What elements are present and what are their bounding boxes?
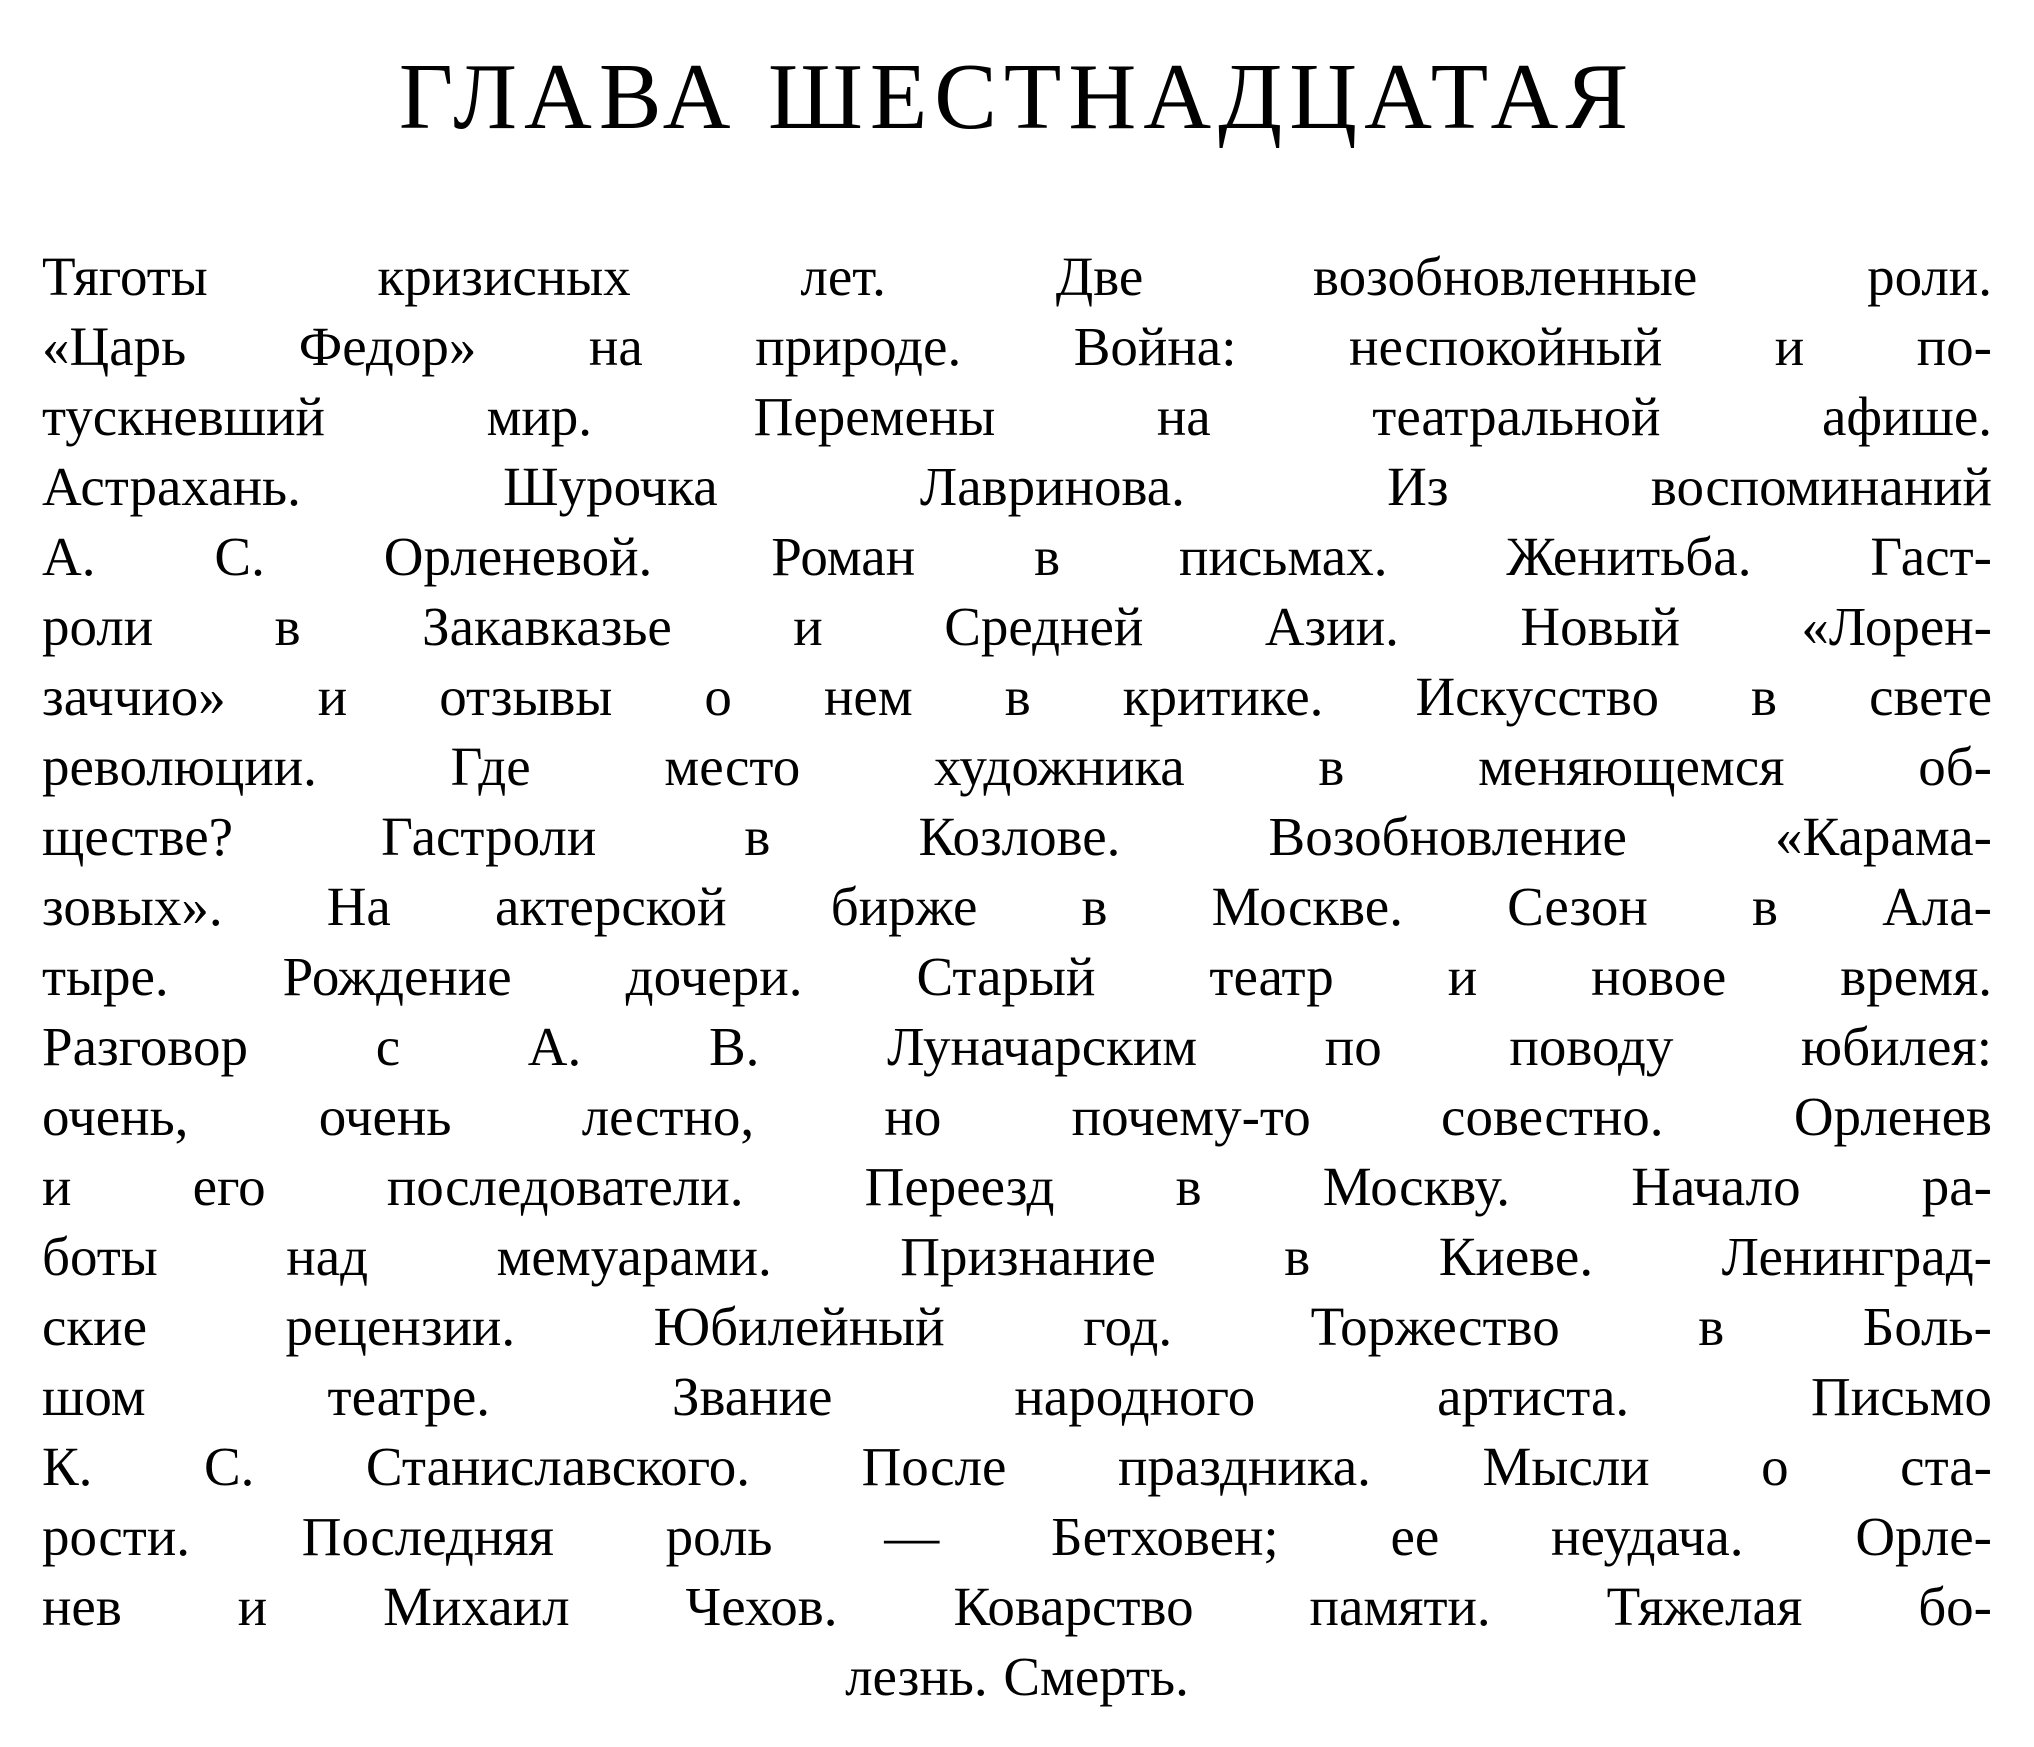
- summary-line: революции. Где место художника в меняющемся об-: [42, 736, 1992, 797]
- summary-line: ские рецензии. Юбилейный год. Торжество в Боль-: [42, 1296, 1992, 1357]
- summary-line: Астрахань. Шурочка Лавринова. Из воспоминаний: [42, 456, 1992, 517]
- summary-line: ществе? Гастроли в Козлове. Возобновление «Карама-: [42, 806, 1992, 867]
- summary-line: Разговор с А. В. Луначарским по поводу юбилея:: [42, 1016, 1992, 1077]
- summary-line: нев и Михаил Чехов. Коварство памяти. Тяжелая бо-: [42, 1576, 1992, 1637]
- summary-line: лезнь. Смерть.: [845, 1646, 1189, 1707]
- summary-line: А. С. Орленевой. Роман в письмах. Женитьба. Гаст-: [42, 526, 1992, 587]
- summary-line: очень, очень лестно, но почему-то совестно. Орленев: [42, 1086, 1992, 1147]
- summary-line: заччио» и отзывы о нем в критике. Искусство в свете: [42, 666, 1992, 727]
- summary-line: тускневший мир. Перемены на театральной афише.: [42, 386, 1992, 447]
- chapter-title: ГЛАВА ШЕСТНАДЦАТАЯ: [398, 45, 1636, 149]
- summary-line: шом театре. Звание народного артиста. Письмо: [42, 1366, 1992, 1427]
- chapter-summary: [42, 242, 1992, 1712]
- summary-line: К. С. Станиславского. После праздника. Мысли о ста-: [42, 1436, 1992, 1497]
- summary-line: роли в Закавказье и Средней Азии. Новый «Лорен-: [42, 596, 1992, 657]
- summary-line: боты над мемуарами. Признание в Киеве. Ленинград-: [42, 1226, 1992, 1287]
- summary-line: зовых». На актерской бирже в Москве. Сезон в Ала-: [42, 876, 1992, 937]
- summary-line: рости. Последняя роль — Бетховен; ее неудача. Орле-: [42, 1506, 1992, 1567]
- summary-line: «Царь Федор» на природе. Война: неспокойный и по-: [42, 316, 1992, 377]
- summary-line: Тяготы кризисных лет. Две возобновленные роли.: [42, 246, 1992, 307]
- summary-line: тыре. Рождение дочери. Старый театр и новое время.: [42, 946, 1992, 1007]
- summary-line: и его последователи. Переезд в Москву. Начало ра-: [42, 1156, 1992, 1217]
